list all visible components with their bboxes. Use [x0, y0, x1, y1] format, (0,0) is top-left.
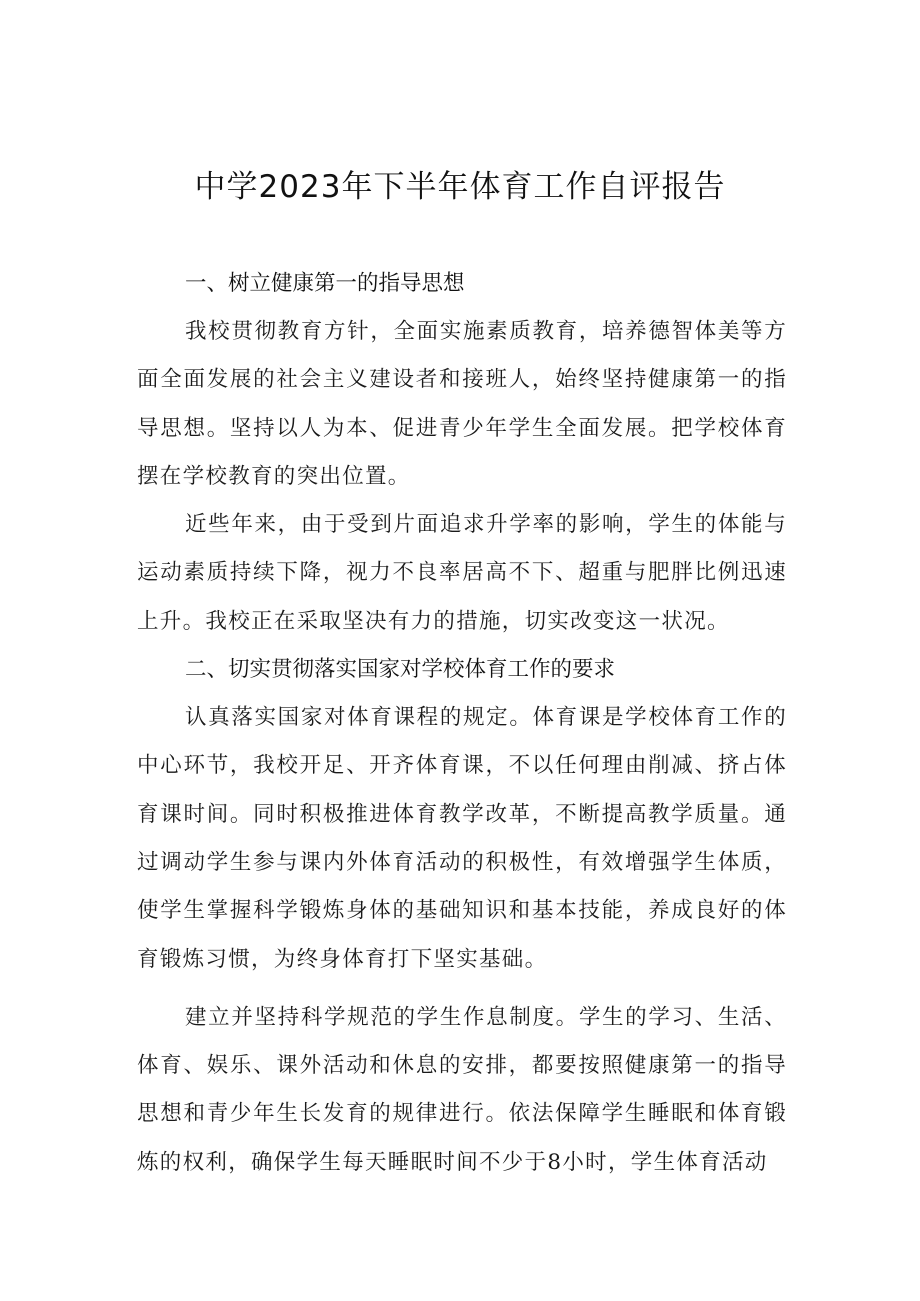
section-2	[137, 646, 787, 1187]
section-heading: 一、树立健康第一的指导思想	[185, 271, 465, 296]
section-1	[137, 260, 787, 646]
document-title: 中学2023年下半年体育工作自评报告	[194, 169, 726, 205]
document-body	[137, 260, 787, 1187]
paragraph: 近些年来，由于受到片面追求升学率的影响，学生的体能与运动素质持续下降，视力不良率居高不下、超重与肥胖比例迅速上升。我校正在采取坚决有力的措施，切实改变这一状况。	[137, 512, 787, 634]
paragraph-spacer	[137, 984, 787, 994]
paragraph: 建立并坚持科学规范的学生作息制度。学生的学习、生活、体育、娱乐、课外活动和休息的安排，都要按照健康第一的指导思想和青少年生长发育的规律进行。依法保障学生睡眠和体育锻炼的权利，确保学生每天睡眠时间不少于8小时，学生体育活动	[137, 1004, 787, 1175]
section-heading: 二、切实贯彻落实国家对学校体育工作的要求	[185, 657, 616, 683]
paragraph: 我校贯彻教育方针，全面实施素质教育，培养德智体美等方面全面发展的社会主义建设者和接班人，始终坚持健康第一的指导思想。坚持以人为本、促进青少年学生全面发展。把学校体育摆在学校教育的突出位置。	[137, 319, 787, 489]
paragraph: 认真落实国家对体育课程的规定。体育课是学校体育工作的中心环节，我校开足、开齐体育课，不以任何理由削减、挤占体育课时间。同时积极推进体育教学改革，不断提高教学质量。通过调动学生参与课内外体育活动的积极性，有效增强学生体质，使学生掌握科学锻炼身体的基础知识和基本技能，养成良好的体育锻炼习惯，为终身体育打下坚实基础。	[137, 705, 787, 972]
